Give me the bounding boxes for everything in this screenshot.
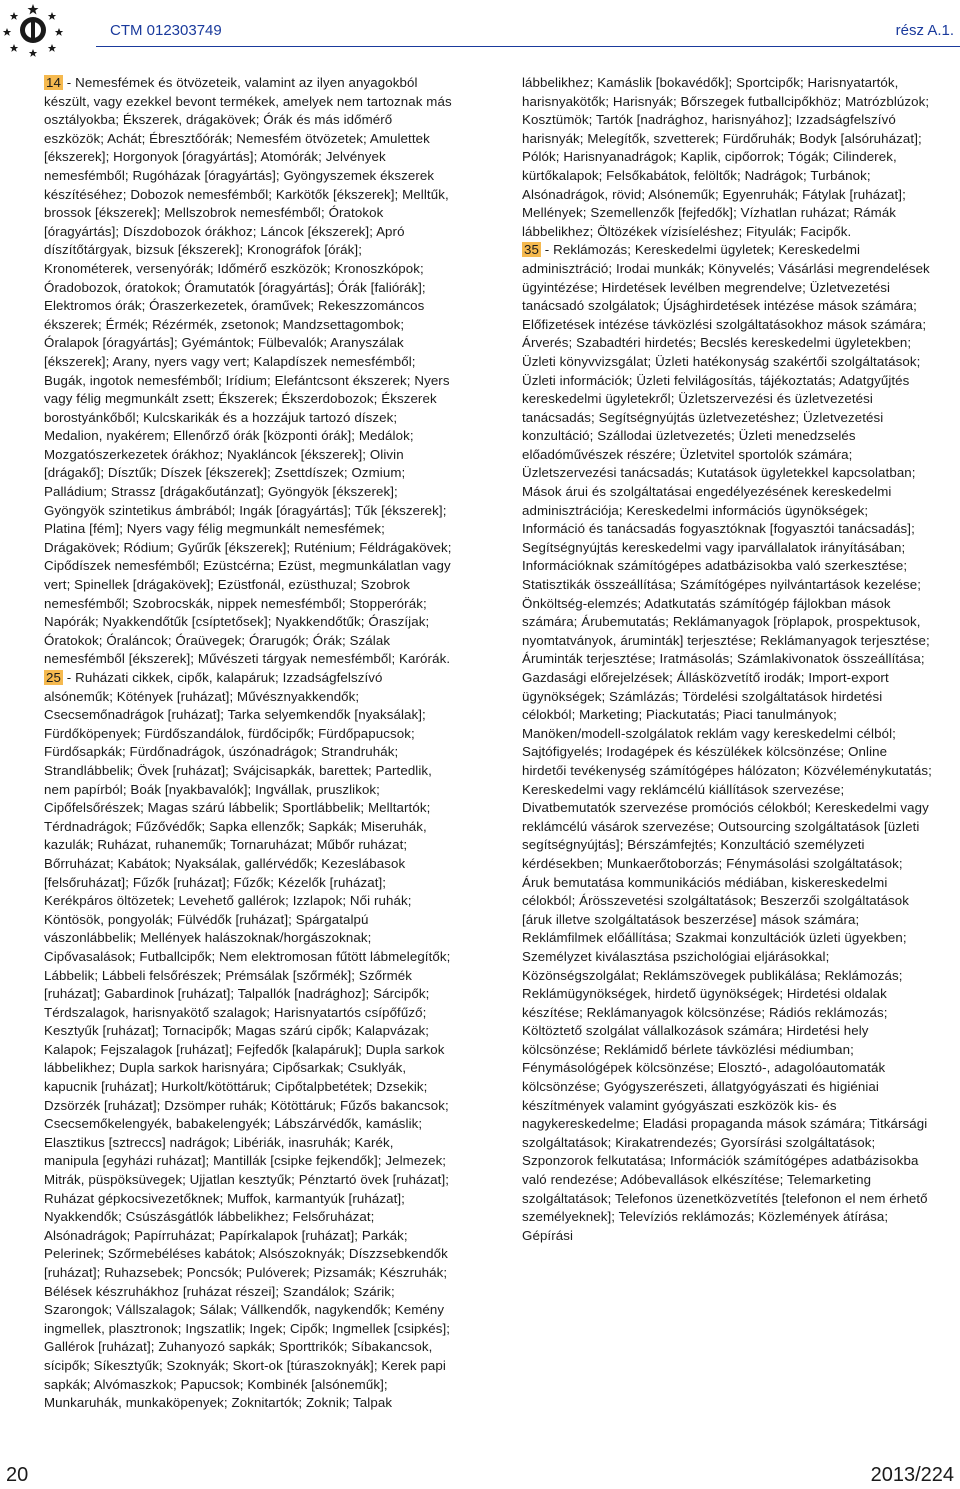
class-number: 25 (46, 670, 61, 685)
header-rule (96, 46, 960, 47)
class-number: 14 (46, 75, 61, 90)
ohim-logo-icon (2, 2, 64, 58)
part-label: rész A.1. (895, 22, 954, 39)
class-number: 35 (524, 242, 539, 258)
class-entry-25-continued: lábbelikhez; Kamáslik [bokavédők]; Sportcipők; Harisnyatartók, harisnyakötők; Harisnyák; Bőrszegek futballcipőkhöz; Matrózblúzok; Kosztümök; Tartók [nadrághoz, harisnyához]; Izzadságfelszívó harisnyák; Melegítők, szvetterek; Fürdőruhák; Bodyk [alsóruházat]; Pólók; Harisnyanadrágok; Kaplik, cipőorrok; Tógák; Cilinderek, kürtőkalapok; Felsőkabátok, felöltők; Nadrágok; Turbánok; Alsónadrágok, rövid; Alsóneműk; Egyenruhák; Fátylak [ruházat]; Mellények; Szemellenzők [fejfedők]; Vízhatlan ruházat; Rámák lábbelikhez; Öltözékek vízisíeléshez; Fityulák; Facipők. (522, 75, 930, 239)
right-column (522, 74, 932, 1245)
class-entry-14 (44, 74, 452, 669)
class-text: - Nemesfémek és ötvözeteik, valamint az ilyen anyagokból készült, vagy ezekkel bevont termékek, amelyek nem tartoznak más osztályokba; Ékszerek, drágakövek; Órák és más időmérő eszközök; Achát; Ébresztőórák; Nemesfém ötvözetek; Amulettek [ékszerek]; Horgonyok [óragyártás]; Atomórák; Jelvények nemesfémből; Rugóházak [óragyártás]; Gyöngyszemek ékszerek készítéséhez; Dobozok nemesfémből; Karkötők [ékszerek]; Melltűk, brossok [ékszerek]; Mellszobrok nemesfémből; Óratokok [óragyártás]; Díszdobozok órákhoz; Láncok [ékszerek]; Apró díszítőtárgyak, bizsuk [ékszerek]; Kronográfok [órák]; Kronométerek, versenyórák; Időmérő eszközök; Kronoszkópok; Óradobozok, óratokok; Óramutatók [óragyártás]; Órák [faliórák]; Elektromos órák; Óraszerkezetek, óraművek; Rekeszzománcos ékszerek; Érmék; Rézérmék, zsetonok; Mandzsettagombok; Óralapok [óragyártás]; Gyémántok; Fülbevalók; Aranyszálak [ékszerek]; Arany, nyers vagy vert; Kalapdíszek nemesfémből; Bugák, ingotok nemesfémből; Irídium; Elefántcsont ékszerek; Nyers vagy félig megmunkált zsett; Ékszerek; Ékszerdobozok; Ékszerek borostyánkőből; Kulcskarikák és a hozzájuk tartozó díszek; Medalion, nyakérem; Ellenőrző órák [központi órák]; Medálok; Mozgatószerkezetek órákhoz; Nyakláncok [ékszerek]; Olivin [drágakő]; Dísztűk; Díszek [ékszerek]; Zsettdíszek; Ozmium; Palládium; Strassz [drágakőutánzat]; Gyöngyök [ékszerek]; Gyöngyök szintetikus ámbrából; Ingák [óragyártás]; Tűk [ékszerek]; Platina [fém]; Nyers vagy félig megmunkált nemesfémek; Drágakövek; Ródium; Gyűrűk [ékszerek]; Ruténium; Féldrágakövek; Cipődíszek nemesfémből; Ezüstcérna; Ezüst, megmunkálatlan vagy vert; Spinellek [drágakövek]; Ezüstfonál, ezüsthuzal; Szobrok nemesfémből; Szobrocskák, nippek nemesfémből; Stopperórák; Napórák; Nyakkendőtűk [csíptetősek]; Nyakkendőtűk; Óraszíjak; Óratokok; Óraláncok; Óraüvegek; Órarugók; Órák; Szálak nemesfémből [ékszerek]; Művészeti tárgyak nemesfémből; Karórák. (44, 75, 452, 667)
page-header (0, 0, 960, 60)
class-text: - Reklámozás; Kereskedelmi ügyletek; Kereskedelmi adminisztráció; Irodai munkák; Könyvelés; Vásárlási megrendelések ügyintézése; Hirdetések levélben megrendelve; Üzletvezetési tanácsadó szolgálatok; Újsághirdetések intézése mások számára; Előfizetések intézése távközlési szolgáltatásokhoz mások számára; Árverés; Szabadtéri hirdetés; Becslés kereskedelmi ügyletekben; Üzleti könyvvizsgálat; Üzleti hatékonyság szakértői szolgáltatások; Üzleti információk; Üzleti felvilágosítás, tájékoztatás; Adatgyűjtés kereskedelmi ügyletekről; Üzletszervezési és üzletvezetési tanácsadás; Segítségnyújtás üzletvezetéshez; Üzletvezetési konzultáció; Szállodai üzletvezetés; Üzleti menedzselés előadóművészek részére; Üzletvitel sportolók számára; Üzletszervezési tanácsadás; Kutatások ügyletekkel kapcsolatban; Mások árui és szolgáltatásai engedélyezésének kereskedelmi adminisztrációja; Kereskedelmi információs ügynökségek; Információ és tanácsadás fogyasztóknak [fogyasztói tanácsadás]; Segítségnyújtás kereskedelmi vagy iparvállalatok irányításában; Információknak számítógépes adatbázisokba való szerkesztése; Statisztikák összeállítása; Számítógépes nyilvántartások kezelése; Önköltség-elemzés; Adatkutatás számítógép fájlokban mások számára; Árubemutatás; Reklámanyagok [röplapok, prospektusok, nyomtatványok, áruminták] terjesztése; Reklámanyagok terjesztése; Áruminták terjesztése; Iratmásolás; Számlakivonatok összeállítása; Gazdasági előrejelzések; Állásközvetítő irodák; Import-export ügynökségek; Számlázás; Tördelési szolgáltatások hirdetési célokból; Marketing; Piackutatás; Piaci tanulmányok; Manöken/modell-szolgálatok reklám vagy kereskedelmi célból; Sajtófigyelés; Irodagépek és készülékek kölcsönzése; Online hirdetői tevékenység számítógépes hálózaton; Közvéleménykutatás; Kereskedelmi vagy reklámcélú kiállítások szervezése; Divatbemutatók szervezése promóciós célokból; Kereskedelmi vagy reklámcélú vásárok szervezése; Outsourcing szolgáltatások [üzleti segítségnyújtás]; Bérszámfejtés; Konzultáció személyzeti kérdésekben; Munkaerőtoborzás; Fénymásolási szolgáltatások; Áruk bemutatása kommunikációs médiában, kiskereskedelmi célokból; Árösszevetési szolgáltatások; Beszerzői szolgáltatások [áruk illetve szolgáltatások beszerzése] mások számára; Reklámfilmek előállítása; Szakmai konzultációk üzleti ügyekben; Személyzet kiválasztása pszichológiai eljárásokkal; Közönségszolgálat; Reklámszövegek publikálása; Reklámozás; Reklámügynökségek, hirdető ügynökségek; Hirdetési oldalak készítése; Reklámanyagok kölcsönzése; Rádiós reklámozás; Költöztető szolgálat vállalkozások számára; Hirdetési hely kölcsönzése; Reklámidő bérlete távközlési médiumban; Fénymásológépek kölcsönzése; Elosztó-, adagolóautomaták kölcsönzése; Gyógyszerészeti, állatgyógyászati és higiéniai készítmények valamint gyógyászati eszközök kis- és nagykereskedelme; Eladási propaganda mások számára; Titkársági szolgáltatások; Kirakatrendezés; Gyorsírási szolgáltatások; Szponzorok felkutatása; Információk számítógépes adatbázisokba való rendezése; Adóbevallások elkészítése; Telemarketing szolgáltatások; Telefonos üzenetközvetítés [telefonon el nem érhető személyeknek]; Televíziós reklámozás; Közlemények átírása; Gépírási (522, 242, 932, 1243)
class-entry-35 (522, 241, 932, 1245)
document-id: CTM 012303749 (110, 22, 222, 39)
class-text: - Ruházati cikkek, cipők, kalapáruk; Izzadságfelszívó alsóneműk; Kötények [ruházat]; Művésznyakkendők; Csecsemőnadrágok [ruházat]; Tarka selyemkendők [nyaksálak]; Fürdőköpenyek; Fürdőszandálok, fürdőcipők; Fürdőpapucsok; Fürdősapkák; Fürdőnadrágok, úszónadrágok; Strandruhák; Strandlábbelik; Övek [ruházat]; Svájcisapkák, barettek; Partedlik, nem papírból; Boák [nyakbavalók]; Ingvállak, pruszlikok; Cipőfelsőrészek; Magas szárú lábbelik; Sportlábbelik; Melltartók; Térdnadrágok; Fűzővédők; Sapka ellenzők; Sapkák; Miseruhák, kazulák; Ruházat, ruhaneműk; Tornaruházat; Műbőr ruházat; Bőrruházat; Kabátok; Nyaksálak, gallérvédők; Kezeslábasok [felsőruházat]; Fűzők [ruházat]; Fűzők; Kézelők [ruházat]; Kerékpáros öltözetek; Levehető gallérok; Izzlapok; Női ruhák; Köntösök, pongyolák; Fülvédők [ruházat]; Spárgatalpú vászonlábbelik; Mellények halászoknak/horgászoknak; Cipővasalások; Futballcipők; Nem elektromosan fűtött lábmelegítők; Lábbelik; Lábbeli felsőrészek; Prémsálak [szőrmék]; Szőrmék [ruházat]; Gabardinok [ruházat]; Talpallók [nadrághoz]; Sárcipők; Térdszalagok, harisnyakötő szalagok; Harisnyatartós csípőfűző; Kesztyűk [ruházat]; Tornacipők; Magas szárú cipők; Kalapvázak; Kalapok; Fejszalagok [ruházat]; Fejfedők [kalapáruk]; Dupla sarkok lábbelikhez; Dupla sarkok harisnyára; Cipősarkak; Csuklyák, kapucnik [ruházat]; Hurkolt/kötöttáruk; Cipőtalpbetétek; Dzsekik; Dzsörzék [ruházat]; Dzsömper ruhák; Kötöttáruk; Fűzős bakancsok; Csecsemőkelengyék, babakelengyék; Lábszárvédők, kamáslik; Elasztikus [sztreccs] nadrágok; Libériák, inasruhák; Karék, manipula [egyházi ruházat]; Mantillák [csipke fejkendők]; Jelmezek; Mitrák, püspöksüvegek; Ujjatlan kesztyűk; Pénztartó övek [ruházat]; Ruházat gépkocsivezetőknek; Muffok, karmantyúk [ruházat]; Nyakkendők; Csúszásgátlók lábbelikhez; Felsőruházat; Alsónadrágok; Papírruházat; Papírkalapok [ruházat]; Parkák; Pelerinek; Szőrmebéléses kabátok; Alsószoknyák; Díszzsebkendők [ruházat]; Ruhazsebek; Poncsók; Pulóverek; Pizsamák; Készruhák; Bélések készruhákhoz [ruházat részei]; Szandálok; Szárik; Szarongok; Vállszalagok; Sálak; Vállkendők, nagykendők; Kemény ingmellek, plasztronok; Ingszatlik; Ingek; Cipők; Ingmellek [csipkés]; Gallérok [ruházat]; Zuhanyozó sapkák; Sporttrikók; Síbakancsok, sícipők; Síkesztyűk; Szoknyák; Skort-ok [túraszoknyák]; Kerek papi sapkák; Alvómaszkok; Papucsok; Kombinék [alsóneműk]; Munkaruhák, munkaköpenyek; Zoknitartók; Zoknik; Talpak (44, 670, 451, 1411)
page-number: 20 (6, 1464, 29, 1486)
issue-number: 2013/224 (870, 1464, 954, 1486)
class-entry-25 (44, 669, 452, 1413)
left-column (44, 74, 452, 1413)
